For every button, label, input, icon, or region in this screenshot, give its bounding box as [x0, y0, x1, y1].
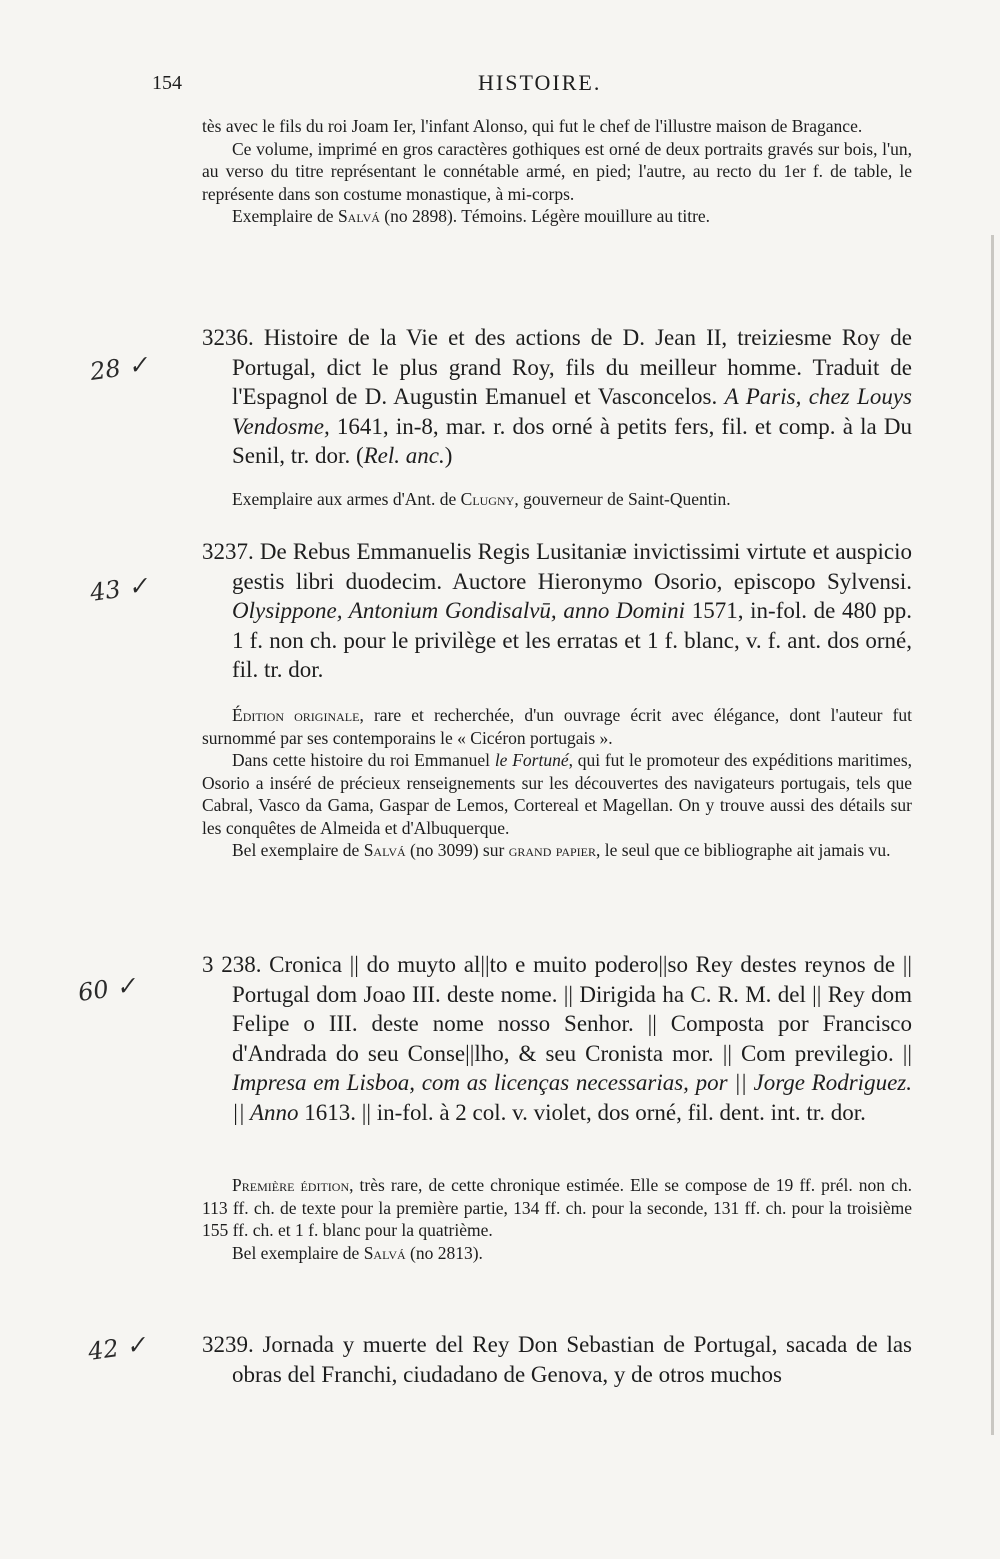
entry-3237-text: 3237. De Rebus Emmanuelis Regis Lusitaniæ invictissimi virtute et auspicio gestis libri duodecim. Auctore Hieronymo Osorio, episcopo Sylvensi. Olysippone, Antonium Gondisalvū, anno Domini 1571, in-fol. de 480 pp. 1 f. non ch. pour le privilège et les erratas et 1 f. blanc, v. f. ant. dos orné, fil. tr. dor. — [202, 539, 912, 682]
intro-paragraph-2: Ce volume, imprimé en gros caractères gothiques est orné de deux portraits gravés sur bois, l'un, au verso du titre représentant le connétable armé, en pied; l'autre, au recto du 1er f. de table, le représente dans son costume monastique, à mi-corps. — [202, 138, 912, 204]
margin-price-3239: 42 ✓ — [86, 1330, 148, 1366]
entry-3237 — [202, 537, 912, 685]
intro-paragraph-1: tès avec le fils du roi Joam Ier, l'infant Alonso, qui fut le chef de l'illustre maison de Bragance. — [202, 116, 863, 136]
entry-3236-text: 3236. Histoire de la Vie et des actions de D. Jean II, treiziesme Roy de Portugal, dict le plus grand Roy, fils du meilleur homme. Traduit de l'Espagnol de D. Augustin Emanuel et Vasconcelos. A Paris, chez Louys Vendosme, 1641, in-8, mar. r. dos orné à petits fers, fil. et comp. à la Du Senil, tr. dor. (Rel. anc.) — [202, 325, 913, 468]
margin-price-3238: 60 ✓ — [76, 971, 138, 1007]
margin-price-3236: 28 ✓ — [88, 350, 150, 386]
entry-3238-text: 3 238. Cronica || do muyto al||to e muito podero||so Rey destes reynos de || Portugal dom Joao III. deste nome. || Dirigida ha C. R. M. del || Rey dom Felipe o III. deste nome nosso Senhor. || Composta por Francisco d'Andrada do seu Conse||lho, & seu Cronista mor. || Com previlegio. || Impresa em Lisboa, com as licenças necessarias, por || Jorge Rodriguez. || Anno 1613. || in-fol. à 2 col. v. violet, dos orné, fil. dent. int. tr. dor. — [202, 952, 912, 1125]
intro-block — [202, 115, 912, 228]
entry-3238-notes: Première édition, très rare, de cette chronique estimée. Elle se compose de 19 ff. prél. non ch. 113 ff. ch. de texte pour la première partie, 134 ff. ch. pour la seconde, 131 ff. ch. pour la troisième 155 ff. ch. et 1 f. blanc pour la quatrième. Bel exemplaire de Salvá (no 2813). — [202, 1175, 912, 1263]
page-edge-shadow — [991, 235, 994, 1435]
entry-3237-notes: Édition originale, rare et recherchée, d'un ouvrage écrit avec élégance, dont l'auteur fut surnommé par ses contemporains le « Cicéron portugais ». Dans cette histoire du roi Emmanuel le Fortuné, qui fut le promoteur des expéditions maritimes, Osorio a inséré de précieux renseignements sur les découvertes des navigateurs portugais, tels que Cabral, Vasco da Gama, Gaspar de Lemos, Cortereal et Magellan. On y trouve aussi des détails sur les conquêtes de Almeida et d'Albuquerque. Bel exemplaire de Salvá (no 3099) sur grand papier, le seul que ce bibliographe ait jamais vu. — [202, 705, 912, 860]
page-number: 154 — [152, 72, 182, 94]
intro-paragraph-3: Exemplaire de Salvá (no 2898). Témoins. Légère mouillure au titre. — [232, 206, 711, 226]
entry-3239 — [202, 1330, 912, 1389]
running-title: HISTOIRE. — [478, 70, 602, 95]
entry-3236 — [202, 323, 912, 471]
entry-3238 — [202, 950, 912, 1127]
entry-3239-text: 3239. Jornada y muerte del Rey Don Sebastian de Portugal, sacada de las obras del Franchi, ciudadano de Genova, y de otros muchos — [202, 1332, 912, 1387]
margin-price-3237: 43 ✓ — [88, 571, 150, 607]
entry-3236-note: Exemplaire aux armes d'Ant. de Clugny, gouverneur de Saint-Quentin. — [232, 489, 731, 509]
